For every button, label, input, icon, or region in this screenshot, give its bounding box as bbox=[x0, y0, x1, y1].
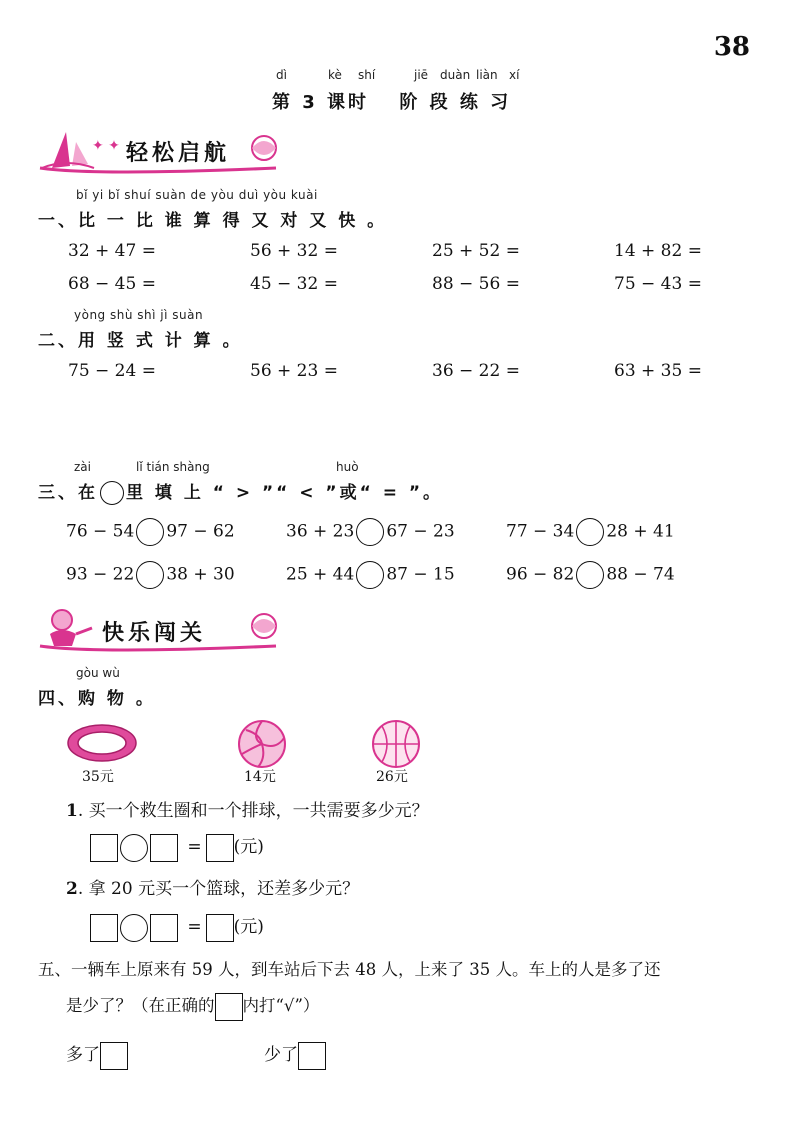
answer-box[interactable] bbox=[206, 834, 234, 862]
q3-title bbox=[38, 478, 443, 505]
q3-pinyin: lǐ tián shàng bbox=[136, 460, 210, 474]
compare-item bbox=[506, 518, 675, 546]
expr-right: 87 − 15 bbox=[386, 564, 455, 585]
answer-circle[interactable] bbox=[136, 518, 164, 546]
q5-text-part: 内打“√”） bbox=[242, 996, 320, 1015]
svg-text:✦ ✦: ✦ ✦ bbox=[92, 138, 120, 154]
answer-circle[interactable] bbox=[356, 561, 384, 589]
unit-label: (元) bbox=[233, 837, 264, 857]
expr-left: 77 − 34 bbox=[506, 521, 575, 542]
answer-box[interactable] bbox=[90, 834, 118, 862]
q4-pinyin: gòu wù bbox=[76, 666, 120, 680]
check-box-less[interactable] bbox=[298, 1042, 326, 1070]
equation: 88 − 56 = bbox=[432, 274, 520, 294]
answer-line-1 bbox=[90, 832, 264, 862]
equation: 36 − 22 = bbox=[432, 361, 520, 381]
price-volleyball: 14元 bbox=[244, 769, 276, 785]
pinyin: jiē bbox=[414, 68, 429, 82]
q3-pinyin: zài bbox=[74, 460, 91, 474]
option-label: 少了 bbox=[264, 1045, 298, 1065]
unit-label: (元) bbox=[233, 917, 264, 937]
equation: 45 − 32 = bbox=[250, 274, 338, 294]
option-less bbox=[264, 1040, 326, 1070]
answer-box[interactable] bbox=[206, 914, 234, 942]
operator-circle[interactable] bbox=[120, 834, 148, 862]
compare-item bbox=[66, 561, 235, 589]
q2-pinyin: yòng shù shì jì suàn bbox=[74, 308, 204, 322]
option-label: 多了 bbox=[66, 1045, 100, 1065]
q5-text-line1: 五、一辆车上原来有 59 人，到车站后下去 48 人，上来了 35 人。车上的人是多了还 bbox=[38, 960, 661, 979]
answer-line-2 bbox=[90, 912, 264, 942]
answer-box[interactable] bbox=[90, 914, 118, 942]
lifebuoy-item bbox=[64, 722, 140, 764]
equation: 75 − 43 = bbox=[614, 274, 702, 294]
q5-text-line2 bbox=[66, 992, 319, 1021]
answer-circle-sample bbox=[100, 481, 124, 505]
q3-text: 里 填 上 “ > ”“ < ”或“ = ”。 bbox=[126, 483, 444, 503]
expr-right: 38 + 30 bbox=[166, 564, 235, 585]
equation: 56 + 32 = bbox=[250, 241, 338, 261]
sub-text: . 买一个救生圈和一个排球，一共需要多少元？ bbox=[77, 801, 429, 821]
pinyin: liàn bbox=[476, 68, 498, 82]
answer-circle[interactable] bbox=[356, 518, 384, 546]
sub-number: 1 bbox=[66, 801, 78, 821]
pinyin: xí bbox=[509, 68, 520, 82]
volleyball-item bbox=[236, 718, 288, 770]
expr-right: 28 + 41 bbox=[606, 521, 675, 542]
operator-circle[interactable] bbox=[120, 914, 148, 942]
expr-right: 97 − 62 bbox=[166, 521, 235, 542]
equals-sign: = bbox=[187, 917, 202, 937]
sub-question-1 bbox=[66, 796, 429, 821]
q2-title: 二、用 竖 式 计 算 。 bbox=[38, 331, 243, 351]
pinyin: shí bbox=[358, 68, 376, 82]
lifebuoy-icon bbox=[64, 722, 140, 764]
option-more bbox=[66, 1040, 128, 1070]
expr-left: 36 + 23 bbox=[286, 521, 355, 542]
q3-pinyin: huò bbox=[336, 460, 359, 474]
answer-box[interactable] bbox=[150, 834, 178, 862]
q5-text-part: 是少了？（在正确的 bbox=[66, 996, 215, 1015]
page-title: 第 3 课时 阶 段 练 习 bbox=[272, 92, 512, 113]
pinyin: dì bbox=[276, 68, 287, 82]
q1-pinyin: bǐ yi bǐ shuí suàn de yòu duì yòu kuài bbox=[76, 188, 318, 202]
expr-left: 76 − 54 bbox=[66, 521, 135, 542]
answer-box[interactable] bbox=[150, 914, 178, 942]
check-box-more[interactable] bbox=[100, 1042, 128, 1070]
expr-left: 25 + 44 bbox=[286, 564, 355, 585]
q3-prefix: 三、在 bbox=[38, 483, 98, 503]
banner-easy-start bbox=[36, 128, 286, 176]
basketball-item bbox=[370, 718, 422, 770]
equation: 25 + 52 = bbox=[432, 241, 520, 261]
equation: 32 + 47 = bbox=[68, 241, 156, 261]
page-number: 38 bbox=[713, 32, 750, 62]
answer-circle[interactable] bbox=[136, 561, 164, 589]
expr-left: 96 − 82 bbox=[506, 564, 575, 585]
q4-title: 四、购 物 。 bbox=[38, 689, 156, 709]
pinyin: kè bbox=[328, 68, 342, 82]
header-pinyin bbox=[0, 68, 794, 86]
compare-item bbox=[66, 518, 235, 546]
banner-title: 轻松启航 bbox=[126, 141, 231, 166]
expr-right: 67 − 23 bbox=[386, 521, 455, 542]
answer-circle[interactable] bbox=[576, 518, 604, 546]
equation: 14 + 82 = bbox=[614, 241, 702, 261]
volleyball-icon bbox=[236, 718, 288, 770]
pinyin: duàn bbox=[440, 68, 471, 82]
compare-item bbox=[286, 561, 455, 589]
price-basketball: 26元 bbox=[376, 769, 408, 785]
compare-item bbox=[286, 518, 455, 546]
expr-left: 93 − 22 bbox=[66, 564, 135, 585]
equation: 63 + 35 = bbox=[614, 361, 702, 381]
equation: 75 − 24 = bbox=[68, 361, 156, 381]
sub-question-2 bbox=[66, 874, 359, 899]
compare-item bbox=[506, 561, 675, 589]
sub-text: . 拿 20 元买一个篮球，还差多少元？ bbox=[77, 879, 360, 899]
equation: 56 + 23 = bbox=[250, 361, 338, 381]
q1-title: 一、比 一 比 谁 算 得 又 对 又 快 。 bbox=[38, 211, 388, 231]
sub-number: 2 bbox=[66, 879, 78, 899]
price-lifebuoy: 35元 bbox=[82, 769, 114, 785]
basketball-icon bbox=[370, 718, 422, 770]
expr-right: 88 − 74 bbox=[606, 564, 675, 585]
sample-box bbox=[215, 993, 243, 1021]
answer-circle[interactable] bbox=[576, 561, 604, 589]
equals-sign: = bbox=[187, 837, 202, 857]
banner-title: 快乐闯关 bbox=[102, 621, 207, 646]
equation: 68 − 45 = bbox=[68, 274, 156, 294]
banner-happy-challenge bbox=[36, 604, 286, 654]
